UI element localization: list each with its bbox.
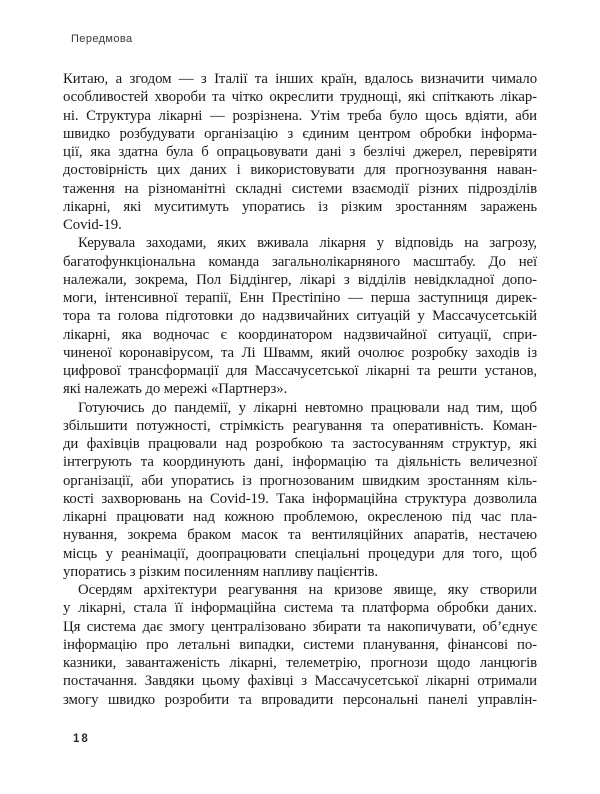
paragraph-2: [63, 234, 537, 398]
text-line: нування, зокрема браком масок та вентиляційних апаратів, нестачею: [63, 527, 537, 544]
text-line: інтегрують та координують дані, інформацію та діяльність величезної: [63, 454, 537, 471]
text-line: місць у реанімації, доопрацювати спеціальні процедури для того, щоб: [63, 545, 537, 562]
text-line: моги, інтенсивної терапії, Енн Престіпіно — перша заступниця дирек-: [63, 290, 537, 306]
paragraph-4: [63, 581, 537, 709]
text-line: збільшити потужності, стрімкість реагування та оперативність. Коман-: [63, 417, 537, 434]
paragraph-1: [63, 70, 537, 234]
text-line: інформацію про летальні випадки, системи планування, фінансові по-: [63, 636, 537, 653]
text-line: ції, яка здатна була б опрацьовувати дані з безлічі джерел, перевіряти: [63, 144, 537, 160]
text-line: ні. Структура лікарні — розрізнена. Утім треба було щось вдіяти, аби: [63, 107, 537, 124]
text-line: тора та голова підготовки до надзвичайних ситуацій у Массачусетській: [63, 308, 537, 325]
text-line: постачання. Завдяки цьому фахівці з Массачусетської лікарні отримали: [63, 673, 537, 690]
text-line: ди фахівців працювали над розробкою та застосуванням структур, які: [63, 436, 537, 452]
text-line: швидко розбудувати організацію з єдиним центром обробки інформа-: [63, 125, 537, 142]
body-text: [63, 70, 537, 709]
text-line: чиненої коронавірусом, та Лі Швамм, який очолює розробку заходів із: [63, 344, 537, 361]
text-line: Керувала заходами, яких вживала лікарня у відповідь на загрозу,: [78, 235, 537, 252]
page-number: 18: [73, 733, 90, 745]
text-line: кості захворювань на Covid-19. Така інформаційна структура дозволила: [63, 490, 537, 507]
text-line: лікарні, які муситимуть упоратись із різким зростанням заражень: [63, 198, 537, 215]
text-line: Готуючись до пандемії, у лікарні невтомно працювали над тим, щоб: [78, 399, 537, 416]
text-line: багатофункціональна команда загальнолікарняного масштабу. До неї: [63, 253, 537, 270]
text-line: у лікарні, стала її інформаційна система та платформа обробки даних.: [63, 600, 537, 617]
text-line: які належать до мережі «Партнерз».: [63, 381, 288, 398]
text-line: лікарні працювати над кожною проблемою, окресленою під час пла-: [63, 509, 537, 525]
text-line: лікарні, яка водночас є координатором надзвичайної ситуації, спри-: [63, 326, 537, 343]
text-line: цифрової трансформації для Массачусетської лікарні та решти установ,: [63, 363, 537, 379]
text-line: Китаю, а згодом — з Італії та інших країн, вдалось визначити чимало: [63, 71, 537, 87]
text-line: належали, зокрема, Пол Біддінгер, лікарі з відділів невідкладної допо-: [63, 271, 537, 288]
running-head: Передмова: [71, 33, 133, 45]
text-line: особливостей хвороби та чітко окреслити труднощі, які спіткають лікар-: [63, 89, 537, 106]
text-line: таження на різноманітні складні системи взаємодії різних підрозділів: [63, 180, 537, 197]
text-line: організації, аби упоратись із прогнозованим швидким зростанням кіль-: [63, 472, 537, 489]
text-line: Ця система дає змогу централізовано збирати та накопичувати, об’єднує: [63, 618, 537, 635]
text-line: упоратись з різким посиленням напливу пацієнтів.: [63, 563, 378, 580]
paragraph-3: [63, 399, 537, 582]
text-line: змогу швидко розробити та впровадити персональні панелі управлін-: [63, 691, 537, 708]
text-line: Covid-19.: [63, 217, 122, 233]
text-line: Осердям архітектури реагування на кризове явище, яку створили: [78, 582, 537, 598]
text-line: достовірність цих даних і використовувати для прогнозування наван-: [63, 162, 537, 179]
text-line: казники, завантаженість лікарні, телеметрію, прогнози щодо ланцюгів: [63, 655, 537, 671]
